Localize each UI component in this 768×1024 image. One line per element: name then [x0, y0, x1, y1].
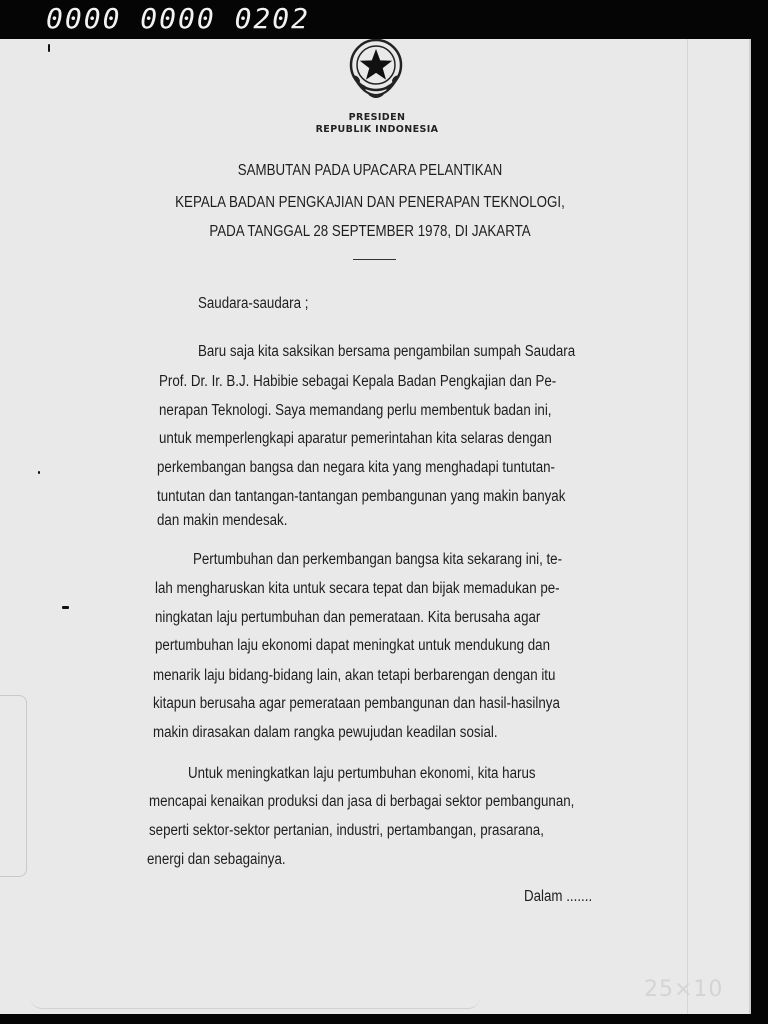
- paragraph-1-line: Prof. Dr. Ir. B.J. Habibie sebagai Kepala Badan Pengkajian dan Pe-: [159, 373, 557, 390]
- frame-number: 0000 0000 0202: [46, 2, 311, 35]
- dust-speck: [38, 471, 40, 474]
- page-bottom-curve: [30, 984, 480, 1009]
- paragraph-1-line: tuntutan dan tantangan-tantangan pembangunan yang makin banyak: [157, 488, 566, 505]
- document-page: [0, 39, 751, 1014]
- paragraph-3-line: mencapai kenaikan produksi dan jasa di berbagai sektor pembangunan,: [149, 793, 575, 810]
- paragraph-2-line: menarik laju bidang-bidang lain, akan tetapi berbarengan dengan itu: [153, 667, 556, 684]
- paragraph-1-line: untuk memperlengkapi aparatur pemerintahan kita selaras dengan: [159, 430, 552, 447]
- paragraph-3-line: Untuk meningkatkan laju pertumbuhan ekonomi, kita harus: [188, 765, 536, 782]
- paragraph-1-line: Baru saja kita saksikan bersama pengambilan sumpah Saudara: [198, 343, 576, 360]
- title-divider: [353, 259, 396, 260]
- letterhead-republic: REPUBLIK INDONESIA: [315, 124, 439, 135]
- paragraph-2-line: makin dirasakan dalam rangka pewujudan keadilan sosial.: [153, 724, 498, 741]
- document-title-line-1: SAMBUTAN PADA UPACARA PELANTIKAN: [237, 162, 503, 179]
- paragraph-2-line: ningkatan laju pertumbuhan dan pemerataan. Kita berusaha agar: [155, 609, 541, 626]
- dust-speck: [48, 44, 50, 52]
- paragraph-2-line: pertumbuhan laju ekonomi dapat meningkat untuk mendukung dan: [155, 637, 550, 654]
- paragraph-3-line: seperti sektor-sektor pertanian, industri, pertambangan, prasarana,: [149, 822, 544, 839]
- paragraph-2-line: kitapun berusaha agar pemerataan pembangunan dan hasil-hasilnya: [153, 695, 560, 712]
- page-fold-line: [687, 39, 688, 1014]
- film-reduction-mark: 25×10: [644, 977, 724, 1002]
- paragraph-1-line: perkembangan bangsa dan negara kita yang menghadapi tuntutan-: [157, 459, 555, 476]
- salutation: Saudara-saudara ;: [198, 295, 309, 312]
- continuation-text: Dalam .......: [524, 888, 593, 905]
- paragraph-3-line: energi dan sebagainya.: [147, 851, 286, 868]
- paragraph-2-line: lah mengharuskan kita untuk secara tepat dan bijak memadukan pe-: [155, 580, 560, 597]
- star-wreath-emblem-icon: [333, 39, 419, 103]
- paragraph-1-line: nerapan Teknologi. Saya memandang perlu membentuk badan ini,: [159, 402, 552, 419]
- letterhead-president: PRESIDEN: [348, 112, 406, 123]
- paragraph-1-line: dan makin mendesak.: [157, 512, 288, 529]
- document-title-line-2: KEPALA BADAN PENGKAJIAN DAN PENERAPAN TEKNOLOGI,: [175, 194, 565, 211]
- paragraph-2-line: Pertumbuhan dan perkembangan bangsa kita sekarang ini, te-: [193, 551, 563, 568]
- dust-speck: [62, 606, 69, 609]
- film-clip-mark: [0, 695, 27, 877]
- document-title-line-3: PADA TANGGAL 28 SEPTEMBER 1978, DI JAKARTA: [209, 223, 531, 240]
